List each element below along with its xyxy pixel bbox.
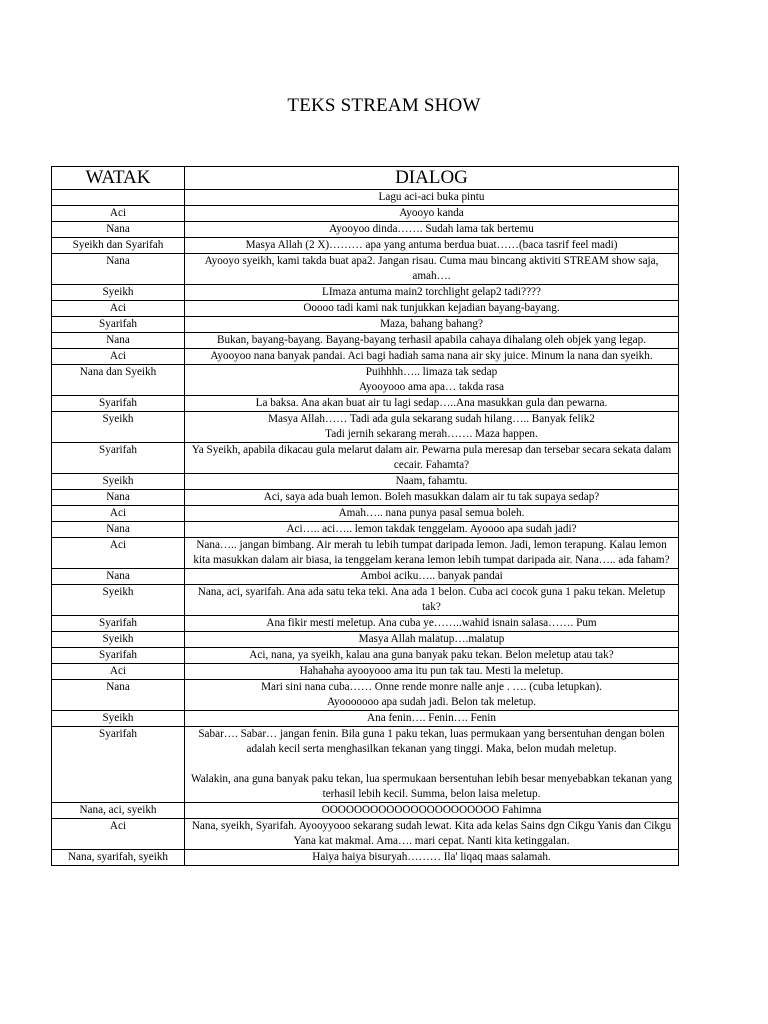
dialog-line: Masya Allah (2 X)……… apa yang antuma berdua buat……(baca tasrif feel madi) (245, 239, 618, 251)
dialog-line: Ayooooooo apa sudah jadi. Belon tak meletup. (326, 696, 536, 708)
watak-cell: Nana (52, 522, 185, 538)
table-row (52, 490, 679, 506)
dialog-line: La baksa. Ana akan buat air tu lagi sedap…..Ana masukkan gula dan pewarna. (255, 397, 608, 409)
table-row (52, 349, 679, 365)
table-row (52, 365, 679, 396)
table-row (52, 443, 679, 474)
dialog-line: Bukan, bayang-bayang. Bayang-bayang terhasil apabila cahaya dihalang oleh objek yang legap. (216, 334, 646, 346)
dialog-cell (185, 443, 679, 474)
dialog-cell (185, 850, 679, 866)
dialog-cell (185, 727, 679, 803)
dialog-line: Ana fikir mesti meletup. Ana cuba ye……..wahid isnain salasa……. Pum (266, 617, 597, 629)
dialog-cell (185, 632, 679, 648)
table-row (52, 190, 679, 206)
dialog-line: Aci….. aci….. lemon takdak tenggelam. Ayoooo apa sudah jadi? (286, 523, 577, 535)
watak-cell: Syarifah (52, 648, 185, 664)
table-row (52, 803, 679, 819)
table-row (52, 819, 679, 850)
watak-cell: Syeikh (52, 632, 185, 648)
table-row (52, 616, 679, 632)
table-row (52, 538, 679, 569)
dialog-cell (185, 333, 679, 349)
dialog-cell (185, 301, 679, 317)
watak-cell: Syarifah (52, 443, 185, 474)
watak-cell: Nana (52, 222, 185, 238)
dialog-line: Amah….. nana punya pasal semua boleh. (338, 507, 525, 519)
dialog-line: Hahahaha ayooyooo ama itu pun tak tau. Mesti la meletup. (299, 665, 564, 677)
watak-cell: Aci (52, 301, 185, 317)
watak-cell: Nana (52, 254, 185, 285)
watak-cell: Syeikh dan Syarifah (52, 238, 185, 254)
dialog-line: Ya Syeikh, apabila dikacau gula melarut dalam air. Pewarna pula meresap dan tersebar secara sekata dalam cecair. Fahamta? (191, 444, 672, 471)
dialog-line: Sabar…. Sabar… jangan fenin. Bila guna 1 paku tekan, luas permukaan yang bersentuhan dengan bolen adalah kecil serta menghasilkan tekanan yang tinggi. Maka, belon mudah meletup. (198, 728, 665, 755)
dialog-gap (189, 757, 674, 772)
table-row (52, 648, 679, 664)
watak-cell: Syeikh (52, 711, 185, 727)
dialog-line: Naam, fahamtu. (395, 475, 468, 487)
dialog-cell (185, 349, 679, 365)
dialog-cell (185, 490, 679, 506)
watak-header: WATAK (52, 167, 185, 190)
table-row (52, 632, 679, 648)
dialog-line: Tadi jernih sekarang merah……. Maza happen. (325, 428, 538, 440)
watak-cell: Nana (52, 333, 185, 349)
table-row (52, 333, 679, 349)
dialog-cell (185, 506, 679, 522)
dialog-cell (185, 585, 679, 616)
watak-cell: Aci (52, 206, 185, 222)
dialog-cell (185, 819, 679, 850)
dialog-cell (185, 365, 679, 396)
dialog-cell (185, 474, 679, 490)
dialog-line: OOOOOOOOOOOOOOOOOOOOOO Fahimna (321, 804, 542, 816)
dialog-line: Ayooyoo nana banyak pandai. Aci bagi hadiah sama nana air sky juice. Minum la nana dan syeikh. (210, 350, 653, 362)
dialog-line: Walakin, ana guna banyak paku tekan, lua spermukaan bersentuhan lebih besar menyebabkan tekanan yang terhasil lebih kecil. Summa, belon laisa meletup. (191, 773, 672, 800)
dialog-line: Nana, aci, syarifah. Ana ada satu teka teki. Ana ada 1 belon. Cuba aci cocok guna 1 paku tekan. Meletup tak? (197, 586, 666, 613)
dialog-cell (185, 664, 679, 680)
table-row (52, 317, 679, 333)
table-row (52, 254, 679, 285)
dialog-cell (185, 317, 679, 333)
dialog-line: Masya Allah malatup….malatup (358, 633, 505, 645)
dialog-line: Lagu aci-aci buka pintu (378, 191, 485, 203)
watak-cell: Syeikh (52, 474, 185, 490)
dialog-line: Aci, saya ada buah lemon. Boleh masukkan dalam air tu tak supaya sedap? (263, 491, 600, 503)
dialog-line: Nana, syeikh, Syarifah. Ayooyyooo sekarang sudah lewat. Kita ada kelas Sains dgn Cikgu Yanis dan Cikgu Yana kat makmal. Ama…. mari cepat. Nanti kita ketinggalan. (191, 820, 672, 847)
dialog-line: Haiya haiya bisuryah……… Ila' liqaq maas salamah. (312, 851, 551, 863)
watak-cell: Syeikh (52, 285, 185, 301)
watak-cell: Aci (52, 349, 185, 365)
dialog-line: Puihhhh….. limaza tak sedap (365, 366, 498, 378)
watak-cell: Aci (52, 538, 185, 569)
watak-cell (52, 190, 185, 206)
dialog-header: DIALOG (185, 167, 679, 190)
table-row (52, 569, 679, 585)
watak-cell: Syarifah (52, 616, 185, 632)
dialog-cell (185, 569, 679, 585)
dialog-cell (185, 206, 679, 222)
dialog-cell (185, 538, 679, 569)
watak-cell: Nana (52, 680, 185, 711)
dialog-line: Ooooo tadi kami nak tunjukkan kejadian bayang-bayang. (303, 302, 560, 314)
table-row (52, 711, 679, 727)
watak-cell: Aci (52, 664, 185, 680)
dialog-cell (185, 254, 679, 285)
table-row (52, 850, 679, 866)
dialog-line: Ana fenin…. Fenin…. Fenin (367, 712, 496, 724)
dialog-cell (185, 412, 679, 443)
watak-cell: Syarifah (52, 317, 185, 333)
dialog-line: Masya Allah…… Tadi ada gula sekarang sudah hilang….. Banyak felik2 (268, 413, 595, 425)
watak-cell: Aci (52, 819, 185, 850)
watak-cell: Nana, aci, syeikh (52, 803, 185, 819)
table-row (52, 412, 679, 443)
watak-cell: Nana (52, 490, 185, 506)
dialog-cell (185, 803, 679, 819)
script-table (51, 166, 679, 866)
dialog-line: Ayooyooo ama apa… takda rasa (359, 381, 504, 393)
dialog-line: LImaza antuma main2 torchlight gelap2 tadi???? (322, 286, 541, 298)
dialog-cell (185, 648, 679, 664)
table-row (52, 396, 679, 412)
header-row (52, 167, 679, 190)
dialog-line: Ayooyo syeikh, kami takda buat apa2. Jangan risau. Cuma mau bincang aktiviti STREAM show saja, amah…. (204, 255, 659, 282)
watak-cell: Nana dan Syeikh (52, 365, 185, 396)
watak-cell: Nana (52, 569, 185, 585)
page-title: TEKS STREAM SHOW (287, 95, 481, 116)
table-row (52, 301, 679, 317)
dialog-line: Ayooyo kanda (399, 207, 464, 219)
table-row (52, 506, 679, 522)
dialog-line: Maza, bahang bahang? (380, 318, 483, 330)
table-row (52, 238, 679, 254)
table-row (52, 727, 679, 803)
table-row (52, 285, 679, 301)
watak-cell: Syeikh (52, 585, 185, 616)
watak-cell: Nana, syarifah, syeikh (52, 850, 185, 866)
table-row (52, 474, 679, 490)
dialog-cell (185, 522, 679, 538)
dialog-cell (185, 396, 679, 412)
dialog-cell (185, 190, 679, 206)
dialog-cell (185, 711, 679, 727)
table-row (52, 680, 679, 711)
dialog-cell (185, 616, 679, 632)
dialog-cell (185, 680, 679, 711)
dialog-line: Ayooyoo dinda……. Sudah lama tak bertemu (329, 223, 534, 235)
script-body (52, 190, 679, 866)
dialog-line: Mari sini nana cuba…… Onne rende monre nalle anje . …. (cuba letupkan). (261, 681, 602, 693)
watak-cell: Syarifah (52, 727, 185, 803)
table-row (52, 585, 679, 616)
dialog-line: Nana….. jangan bimbang. Air merah tu lebih tumpat daripada lemon. Jadi, lemon terapung. Kalau lemon kita masukkan dalam air biasa, ia tenggelam kerana lemon lebih tumpat daripada air. Nana….. ada faham? (193, 539, 670, 566)
dialog-cell (185, 238, 679, 254)
watak-cell: Syarifah (52, 396, 185, 412)
table-row (52, 206, 679, 222)
watak-cell: Aci (52, 506, 185, 522)
dialog-line: Amboi aciku….. banyak pandai (360, 570, 503, 582)
table-row (52, 222, 679, 238)
dialog-cell (185, 285, 679, 301)
table-row (52, 664, 679, 680)
dialog-cell (185, 222, 679, 238)
table-row (52, 522, 679, 538)
watak-cell: Syeikh (52, 412, 185, 443)
dialog-line: Aci, nana, ya syeikh, kalau ana guna banyak paku tekan. Belon meletup atau tak? (249, 649, 614, 661)
